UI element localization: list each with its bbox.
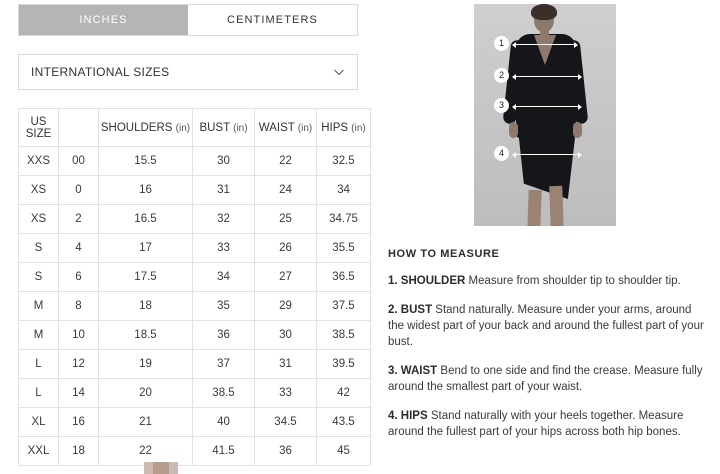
tab-inches[interactable] [19, 5, 188, 35]
tab-centimeters[interactable] [188, 5, 357, 35]
cell: 22 [99, 437, 193, 466]
tab-inches-label: INCHES [79, 14, 128, 26]
marker-4-hips: 4 [494, 146, 509, 161]
howto-item-shoulder-label: 1. SHOULDER [388, 275, 466, 287]
cell: 16.5 [99, 205, 193, 234]
cell: 32.5 [317, 147, 371, 176]
cell: 17.5 [99, 263, 193, 292]
how-to-measure-title: HOW TO MEASURE [388, 248, 500, 260]
howto-item-bust-text: Stand naturally. Measure under your arms, around the widest part of your back and around the fullest part of your bust. [388, 304, 704, 348]
cell: 43.5 [317, 408, 371, 437]
size-system-select[interactable] [18, 54, 358, 90]
measure-line-waist [516, 106, 578, 107]
cell: 20 [99, 379, 193, 408]
size-system-selected-value: INTERNATIONAL SIZES [31, 65, 170, 79]
cell: 4 [59, 234, 99, 263]
cell: L [19, 379, 59, 408]
cell: XXL [19, 437, 59, 466]
howto-item-hips-text: Stand naturally with your heels together. Measure around the fullest part of your hips across both hip bones. [388, 410, 684, 438]
cell: 35.5 [317, 234, 371, 263]
figure-left-leg [527, 190, 541, 226]
cell: 18 [59, 437, 99, 466]
figure-left-hand [509, 122, 518, 138]
cell: 14 [59, 379, 99, 408]
cell: 24 [255, 176, 317, 205]
cell: 36.5 [317, 263, 371, 292]
cell: 00 [59, 147, 99, 176]
cell: 42 [317, 379, 371, 408]
cell: 41.5 [193, 437, 255, 466]
col-header-waist-label: WAIST [258, 121, 295, 134]
cell: S [19, 263, 59, 292]
table-row [19, 205, 371, 234]
howto-item-bust [388, 302, 704, 350]
measure-line-bust [516, 76, 578, 77]
col-header-bust-unit: (in) [233, 122, 248, 134]
size-table-header [19, 109, 371, 147]
cell: XL [19, 408, 59, 437]
cell: 22 [255, 147, 317, 176]
cell: 18.5 [99, 321, 193, 350]
tab-centimeters-label: CENTIMETERS [227, 14, 318, 26]
cell: 45 [317, 437, 371, 466]
col-header-bust [193, 109, 255, 147]
cell: 26 [255, 234, 317, 263]
marker-1-shoulder: 1 [494, 36, 509, 51]
figure-right-leg [549, 186, 564, 226]
col-header-shoulders-unit: (in) [175, 122, 191, 134]
cell: M [19, 292, 59, 321]
howto-item-hips-label: 4. HIPS [388, 410, 428, 422]
cell: 33 [193, 234, 255, 263]
col-header-shoulders-label: SHOULDERS [100, 121, 173, 134]
table-row [19, 437, 371, 466]
col-header-us-size-label: US SIZE [25, 115, 52, 140]
cell: XS [19, 176, 59, 205]
col-header-numeric [59, 109, 99, 147]
measure-line-shoulder [516, 44, 574, 45]
cell: 16 [99, 176, 193, 205]
howto-item-waist [388, 363, 704, 395]
table-row [19, 321, 371, 350]
cell: 30 [255, 321, 317, 350]
cell: M [19, 321, 59, 350]
cell: 35 [193, 292, 255, 321]
col-header-waist [255, 109, 317, 147]
table-row [19, 379, 371, 408]
product-thumbnail-image [153, 462, 169, 474]
col-header-hips-unit: (in) [351, 122, 366, 134]
cell: 38.5 [193, 379, 255, 408]
col-header-bust-label: BUST [199, 121, 230, 134]
col-header-shoulders [99, 109, 193, 147]
col-header-hips-label: HIPS [321, 121, 349, 134]
chevron-down-icon [333, 66, 345, 78]
col-header-us-size [19, 109, 59, 147]
howto-item-waist-label: 3. WAIST [388, 365, 438, 377]
cell: 40 [193, 408, 255, 437]
cell: 38.5 [317, 321, 371, 350]
cell: 16 [59, 408, 99, 437]
table-row [19, 147, 371, 176]
howto-item-shoulder [388, 273, 704, 289]
cell: 29 [255, 292, 317, 321]
cell: 10 [59, 321, 99, 350]
cell: 39.5 [317, 350, 371, 379]
cell: 19 [99, 350, 193, 379]
howto-item-shoulder-text: Measure from shoulder tip to shoulder tip. [468, 275, 681, 287]
cell: 15.5 [99, 147, 193, 176]
cell: 37.5 [317, 292, 371, 321]
cell: 30 [193, 147, 255, 176]
cell: 37 [193, 350, 255, 379]
cell: 31 [193, 176, 255, 205]
table-row [19, 292, 371, 321]
size-table [18, 108, 371, 466]
cell: S [19, 234, 59, 263]
cell: XXS [19, 147, 59, 176]
table-row [19, 234, 371, 263]
cell: 17 [99, 234, 193, 263]
measure-guide-panel [388, 4, 704, 440]
cell: 31 [255, 350, 317, 379]
table-row [19, 408, 371, 437]
figure-right-hand [573, 122, 582, 138]
howto-item-waist-text: Bend to one side and find the crease. Measure fully around the smallest part of your waist. [388, 365, 703, 393]
howto-item-bust-label: 2. BUST [388, 304, 433, 316]
cell: 36 [193, 321, 255, 350]
howto-item-hips [388, 408, 704, 440]
table-row [19, 176, 371, 205]
cell: 27 [255, 263, 317, 292]
table-row [19, 350, 371, 379]
cell: 6 [59, 263, 99, 292]
cell: 36 [255, 437, 317, 466]
cell: 32 [193, 205, 255, 234]
figure-hair [531, 4, 557, 20]
measure-line-hips [516, 154, 578, 155]
model-figure [474, 4, 616, 226]
table-row [19, 263, 371, 292]
product-thumbnail[interactable] [144, 462, 178, 474]
marker-2-bust: 2 [494, 68, 509, 83]
size-chart-panel [18, 4, 370, 466]
col-header-waist-unit: (in) [297, 122, 313, 134]
cell: L [19, 350, 59, 379]
cell: 34 [317, 176, 371, 205]
marker-3-waist: 3 [494, 98, 509, 113]
size-table-body [19, 147, 371, 466]
cell: 34 [193, 263, 255, 292]
cell: XS [19, 205, 59, 234]
cell: 12 [59, 350, 99, 379]
col-header-hips [317, 109, 371, 147]
cell: 34.75 [317, 205, 371, 234]
cell: 34.5 [255, 408, 317, 437]
cell: 25 [255, 205, 317, 234]
cell: 21 [99, 408, 193, 437]
cell: 33 [255, 379, 317, 408]
cell: 18 [99, 292, 193, 321]
table-header-row [19, 109, 371, 147]
unit-tabs [18, 4, 358, 36]
cell: 2 [59, 205, 99, 234]
cell: 8 [59, 292, 99, 321]
cell: 0 [59, 176, 99, 205]
